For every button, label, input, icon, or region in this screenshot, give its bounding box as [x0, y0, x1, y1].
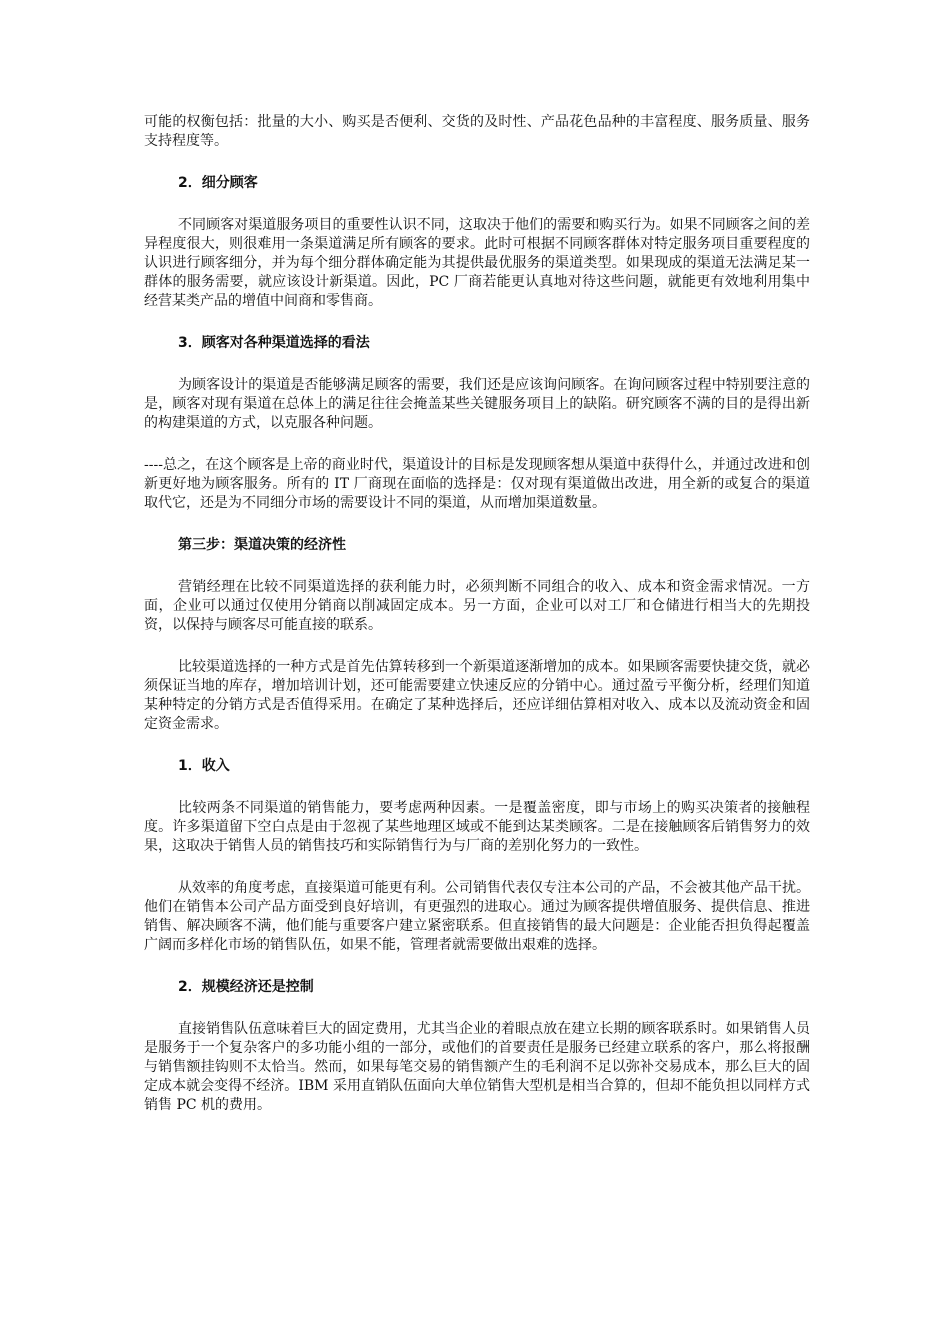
- paragraph-efficiency: 从效率的角度考虑，直接渠道可能更有利。公司销售代表仅专注本公司的产品，不会被其他产品干扰。他们在销售本公司产品方面受到良好培训，有更强烈的进取心。通过为顾客提供增值服务、提供信息、推进销售、解决顾客不满，他们能与重要客户建立紧密联系。但直接销售的最大问题是：企业能否担负得起覆盖广阔而多样化市场的销售队伍，如果不能，管理者就需要做出艰难的选择。: [144, 880, 810, 953]
- heading-revenue: 1．收入: [178, 758, 230, 774]
- heading-step-three: 第三步：渠道决策的经济性: [178, 537, 346, 553]
- paragraph-sales-capacity: 比较两条不同渠道的销售能力，要考虑两种因素。一是覆盖密度，即与市场上的购买决策者的接触程度。许多渠道留下空白点是由于忽视了某些地理区域或不能到达某类顾客。二是在接触顾客后销售努力的效果，这取决于销售人员的销售技巧和实际销售行为与厂商的差别化努力的一致性。: [144, 800, 810, 854]
- paragraph-fixed-costs: 直接销售队伍意味着巨大的固定费用，尤其当企业的着眼点放在建立长期的顾客联系时。如果销售人员是服务于一个复杂客户的多功能小组的一部分，或他们的首要责任是服务已经建立联系的客户，那么将报酬与销售额挂钩则不太恰当。然而，如果每笔交易的销售额产生的毛利润不足以弥补交易成本，那么巨大的固定成本就会变得不经济。IBM 采用直销队伍面向大单位销售大型机是相当合算的，但却不能负担以同样方式销售 PC 机的费用。: [144, 1021, 810, 1113]
- paragraph-customer-views: 为顾客设计的渠道是否能够满足顾客的需要，我们还是应该询问顾客。在询问顾客过程中特别要注意的是，顾客对现有渠道在总体上的满足往往会掩盖某些关键服务项目上的缺陷。研究顾客不满的目的是得出新的构建渠道的方式，以克服各种问题。: [144, 377, 810, 431]
- paragraph-profitability: 营销经理在比较不同渠道选择的获利能力时，必须判断不同组合的收入、成本和资金需求情况。一方面，企业可以通过仅使用分销商以削减固定成本。另一方面，企业可以对工厂和仓储进行相当大的先期投资，以保持与顾客尽可能直接的联系。: [144, 579, 810, 633]
- heading-scale-vs-control: 2．规模经济还是控制: [178, 979, 314, 995]
- paragraph-summary: ----总之，在这个顾客是上帝的商业时代，渠道设计的目标是发现顾客想从渠道中获得什么，并通过改进和创新更好地为顾客服务。所有的 IT 厂商现在面临的选择是：仅对现有渠道做出改进，用全新的或复合的渠道取代它，还是为不同细分市场的需要设计不同的渠道，从而增加渠道数量。: [144, 457, 810, 511]
- document-page: [144, 113, 810, 1138]
- paragraph-cost-estimate: 比较渠道选择的一种方式是首先估算转移到一个新渠道逐渐增加的成本。如果顾客需要快捷交货，就必须保证当地的库存，增加培训计划，还可能需要建立快速反应的分销中心。通过盈亏平衡分析，经理们知道某种特定的分销方式是否值得采用。在确定了某种选择后，还应详细估算相对收入、成本以及流动资金和固定资金需求。: [144, 659, 810, 732]
- heading-segment-customers: 2．细分顾客: [178, 175, 258, 191]
- paragraph-tradeoffs: 可能的权衡包括：批量的大小、购买是否便利、交货的及时性、产品花色品种的丰富程度、服务质量、服务支持程度等。: [144, 114, 810, 149]
- heading-customer-views: 3．顾客对各种渠道选择的看法: [178, 335, 370, 351]
- paragraph-segment-customers: 不同顾客对渠道服务项目的重要性认识不同，这取决于他们的需要和购买行为。如果不同顾客之间的差异程度很大，则很难用一条渠道满足所有顾客的要求。此时可根据不同顾客群体对特定服务项目重要程度的认识进行顾客细分，并为每个细分群体确定能为其提供最优服务的渠道类型。如果现成的渠道无法满足某一群体的服务需要，就应该设计新渠道。因此，PC 厂商若能更认真地对待这些问题，就能更有效地利用集中经营某类产品的增值中间商和零售商。: [144, 217, 810, 309]
